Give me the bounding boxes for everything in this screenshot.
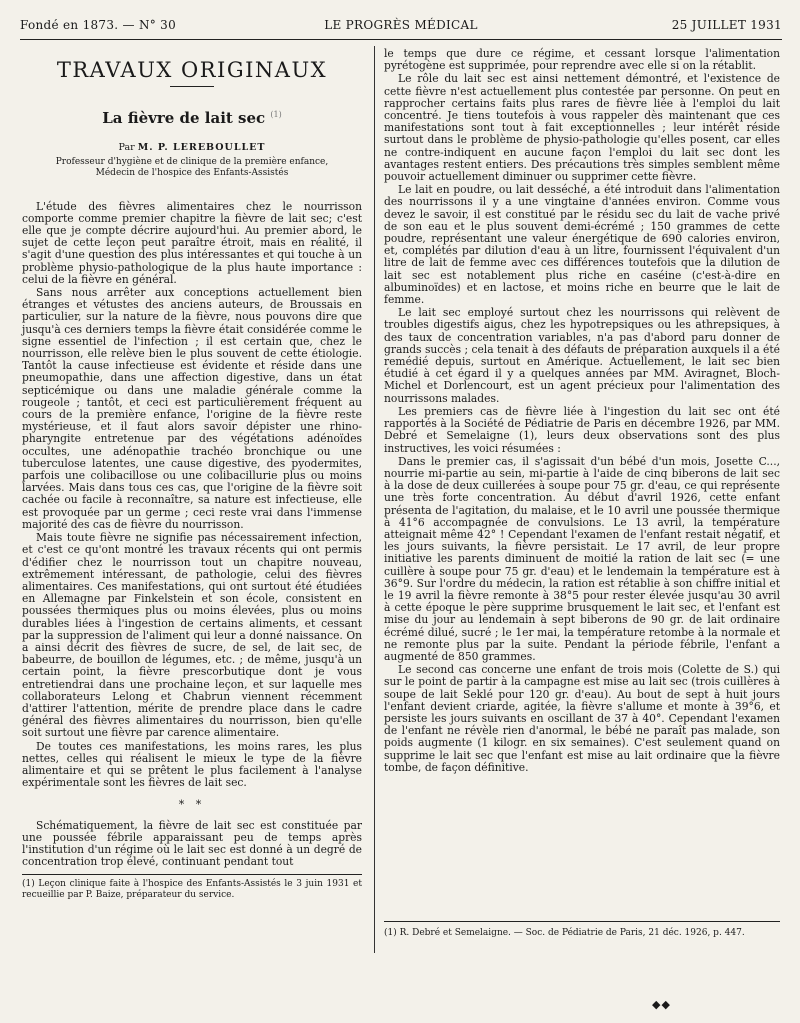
byline bbox=[22, 142, 362, 154]
right-footnote-block bbox=[384, 915, 780, 939]
paragraph: L'étude des fièvres alimentaires chez le nourrisson comporte comme premier chapitre la fièvre de lait sec; c'est elle que je compte décrire aujourd'hui. Au premier abord, le sujet de cette leçon peut paraître étroit, mais en réalité, il s'agit d'une question des plus intéressantes et qui touche à un problème physio-pathologique de la plus haute importance : celui de la fièvre en général. bbox=[22, 199, 362, 286]
article-title bbox=[22, 109, 362, 128]
running-header bbox=[20, 18, 782, 38]
right-column bbox=[384, 48, 780, 775]
author-name: M. P. LEREBOULLET bbox=[137, 142, 266, 154]
paragraph: Le lait sec employé surtout chez les nourrissons qui relèvent de troubles digestifs aigus, chez les hypotrepsiques ou les athrepsiques, à des taux de concentration variables, n'a pas d'abord paru donner de grands succès ; cela tenait à des défauts de préparation auxquels il a été remédié depuis, surtout en Amérique. Actuellement, le lait sec bien étudié à cet égard il y a quelques années par MM. Aviragnet, Bloch-Michel et Dorlencourt, est un agent précieux pour l'alimentation des nourrissons malades. bbox=[384, 306, 780, 405]
section-stars: * * bbox=[178, 798, 206, 812]
header-date: 25 JUILLET 1931 bbox=[671, 18, 782, 32]
header-rule bbox=[20, 39, 782, 40]
paragraph: Mais toute fièvre ne signifie pas nécessairement infection, et c'est ce qu'ont montré les travaux récents qui ont permis d'édifier chez le nourrisson tout un chapitre nouveau, extrêmement intéressant, de pathologie, celui des fièvres alimentaires. Ces manifestations, qui ont surtout été étudiées en Allemagne par Finkelstein et son école, consistent en poussées thermiques plus ou moins élevées, plus ou moins durables liées à l'ingestion de certains aliments, et cessant par la suppression de l'aliment qui leur a donné naissance. On a ainsi décrit des fièvres de sucre, de sel, de lait sec, de babeurre, de bouillon de légumes, etc. ; de même, jusqu'à un certain point, la fièvre prescorbutique dont je vous entretiendrai dans une prochaine leçon, et sur laquelle mes collaborateurs Lelong et Chabrun viennent récemment d'attirer l'attention, mérite de prendre place dans le cadre général des fièvres alimentaires du nourrisson, bien qu'elle soit surtout une fièvre par carence alimentaire. bbox=[22, 531, 362, 740]
footnote: (1) Leçon clinique faite à l'hospice des Enfants-Assistés le 3 juin 1931 et recueillie par P. Baize, préparateur du service. bbox=[22, 879, 362, 901]
left-column bbox=[22, 60, 362, 902]
section-rule bbox=[170, 86, 214, 87]
header-founded: Fondé en 1873. — N° 30 bbox=[20, 18, 177, 32]
end-ornament: ◆◆ bbox=[652, 998, 671, 1011]
paragraph: De toutes ces manifestations, les moins rares, les plus nettes, celles qui réalisent le mieux le type de la fièvre alimentaire et qui se prêtent le plus facilement à l'analyse expérimentale sont les fièvres de lait sec. bbox=[22, 739, 362, 790]
footnote-rule bbox=[22, 874, 362, 875]
footnote: (1) R. Debré et Semelaigne. — Soc. de Pédiatrie de Paris, 21 déc. 1926, p. 447. bbox=[384, 928, 745, 938]
section-title: TRAVAUX ORIGINAUX bbox=[56, 58, 328, 82]
paragraph: le temps que dure ce régime, et cessant lorsque l'alimentation pyrétogène est supprimée, pour reprendre avec elle si on la rétablit. bbox=[384, 47, 780, 73]
byline-prefix: Par bbox=[118, 142, 135, 154]
paragraph: Le second cas concerne une enfant de trois mois (Colette de S.) qui sur le point de partir à la campagne est mise au lait sec (trois cuillères à soupe de lait Seklé pour 120 gr. d'eau). Au bout de sept à huit jours l'enfant devient criarde, agitée, la fièvre s'allume et monte à 39°6, et persiste les jours suivants en oscillant de 37 à 40°. Cependant l'examen de l'enfant ne révèle rien d'anormal, le bébé ne paraît pas malade, son poids augmente (1 kilogr. en six semaines). C'est seulement quand on supprime le lait sec que l'enfant est mise au lait ordinaire que la fièvre tombe, de façon définitive. bbox=[384, 663, 780, 774]
journal-title: LE PROGRÈS MÉDICAL bbox=[324, 18, 478, 32]
column-divider bbox=[374, 46, 375, 953]
paragraph: Le rôle du lait sec est ainsi nettement démontré, et l'existence de cette fièvre n'est actuellement plus contestée par personne. On peut en rapprocher certains faits plus rares de fièvre liée à l'emploi du lait concentré. Je tiens toutefois à vous rappeler dès maintenant que ces manifestations sont tout à fait exceptionnelles ; leur intérêt réside surtout dans le problème de physio-pathologie qu'elles posent, car elles ne contre-indiquent en aucune façon l'emploi du lait sec dont les avantages restent entiers. Des précautions très simples semblent même pouvoir actuellement diminuer ou supprimer cette fièvre. bbox=[384, 72, 780, 184]
paragraph: Sans nous arrêter aux conceptions actuellement bien étranges et vétustes des anciens auteurs, de Broussais en particulier, sur la nature de la fièvre, nous pouvons dire que jusqu'à ces derniers temps la fièvre était considérée comme le signe essentiel de l'infection ; il est certain que, chez le nourrisson, elle relève bien le plus souvent de cette étiologie. Tantôt la cause infectieuse est évidente et réside dans une pneumopathie, dans une affection digestive, dans un état septicémique ou dans une maladie générale comme la rougeole ; tantôt, et ceci est particulièrement fréquent au cours de la première enfance, l'origine de la fièvre reste mystérieuse, et il faut alors savoir dépister une rhino-pharyngite entretenue par des végétations adénoïdes occultes, une adénopathie trachéo bronchique ou une tuberculose latentes, une cause digestive, des pyodermites, parfois une colibacillose ou une colibacillurie plus ou moins larvées. Mais dans tous ces cas, que l'origine de la fièvre soit cachée ou facile à reconnaître, sa nature est infectieuse, elle est provoquée par un germe ; ceci reste vrai dans l'immense majorité des cas de fièvre du nourrisson. bbox=[22, 286, 362, 531]
affiliation-line-2: Médecin de l'hospice des Enfants-Assistés bbox=[95, 167, 289, 178]
paragraph: Schématiquement, la fièvre de lait sec est constituée par une poussée fébrile apparaissant peu de temps après l'institution d'un régime où le lait sec est donné à un degré de concentration trop élevé, continuant pendant tout bbox=[22, 818, 362, 869]
article-title-text: La fièvre de lait sec bbox=[102, 109, 266, 128]
paragraph: Le lait en poudre, ou lait desséché, a été introduit dans l'alimentation des nourrissons il y a une vingtaine d'années environ. Comme vous devez le savoir, il est constitué par le résidu sec du lait de vache privé de son eau et le plus souvent demi-écrémé ; 150 grammes de cette poudre, représentant une valeur énergétique de 690 calories environ, et, complétés par dilution d'eau à un litre, fournissent l'équivalent d'un litre de lait de femme avec ces différences toutefois que la dilution de lait sec est notablement plus riche en caséine (c'est-à-dire en albuminoïdes) et en lactose, et moins riche en beurre que le lait de femme. bbox=[384, 183, 780, 307]
affiliation-line-1: Professeur d'hygiène et de clinique de la première enfance, bbox=[55, 156, 329, 167]
paragraph: Dans le premier cas, il s'agissait d'un bébé d'un mois, Josette C..., nourrie mi-partie au sein, mi-partie à l'aide de cinq biberons de lait sec à la dose de deux cuillerées à soupe pour 75 gr. d'eau, ce qui représente une très forte concentration. Au début d'avril 1926, cette enfant présenta de l'agitation, du malaise, et le 10 avril une poussée thermique à 41°6 accompagnée de convulsions. Le 13 avril, la température atteignait même 42° ! Cependant l'examen de l'enfant restait négatif, et les jours suivants, la fièvre persistait. Le 17 avril, de leur propre initiative les parents diminuent de moitié la ration de lait sec (= une cuillère à soupe pour 75 gr. d'eau) et le lendemain la température est à 36°9. Sur l'ordre du médecin, la ration est rétablie à son chiffre initial et le 19 avril la fièvre remonte à 38°5 pour rester élevée jusqu'au 30 avril à cette époque le père supprime brusquement le lait sec, et l'enfant est mise du jour au lendemain à sept biberons de 90 gr. de lait ordinaire écrémé dilué, sucré ; le 1er mai, la température retombe à la normale et ne remonte plus par la suite. Pendant la période fébrile, l'enfant a augmenté de 850 grammes. bbox=[384, 454, 780, 663]
footnote-rule bbox=[384, 921, 780, 922]
paragraph: Les premiers cas de fièvre liée à l'ingestion du lait sec ont été rapportés à la Société de Pédiatrie de Paris en décembre 1926, par MM. Debré et Semelaigne (1), leurs deux observations sont des plus instructives, les voici résumées : bbox=[384, 404, 780, 455]
author-affiliation bbox=[22, 157, 362, 179]
title-footnote-marker: (1) bbox=[270, 110, 282, 120]
